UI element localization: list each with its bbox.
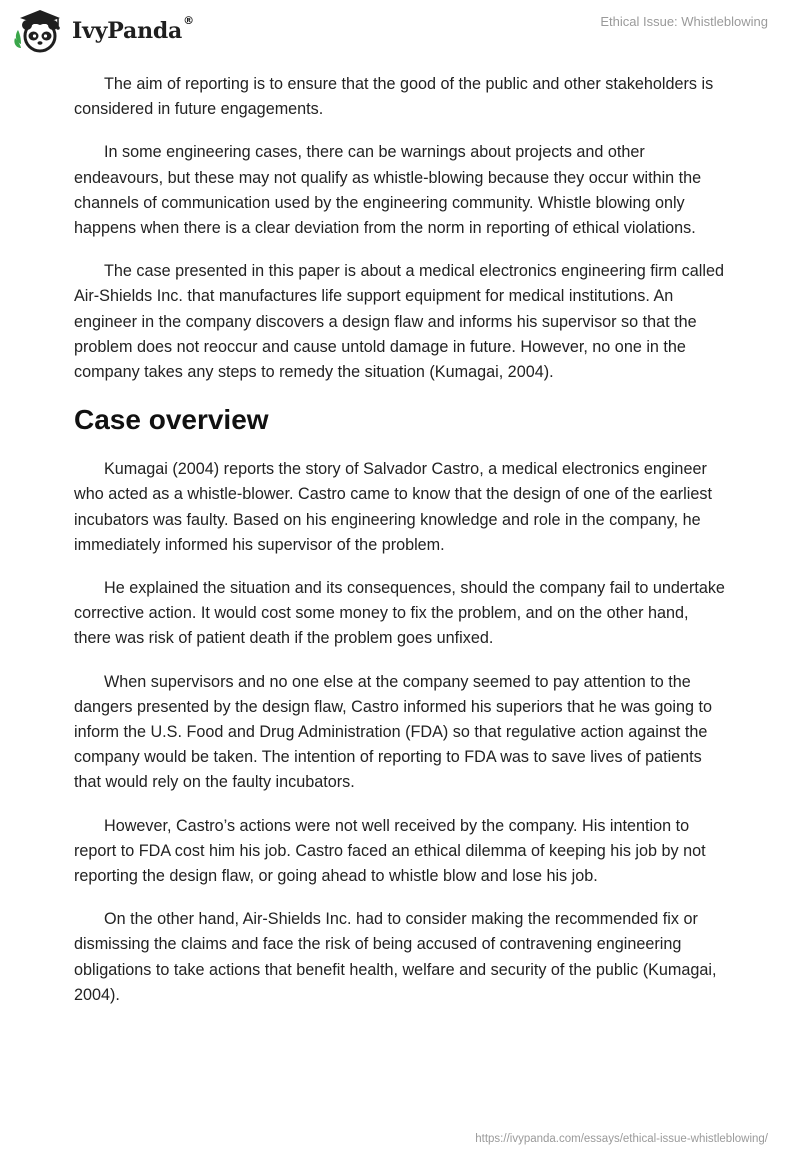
paragraph: When supervisors and no one else at the company seemed to pay attention to the dangers presented by the design flaw, Castro informed his superiors that he was going to inform the U.S. Food and Drug Administration (FDA) so that regulative action against the company would be taken. The intention of reporting to FDA was to save lives of patients that would rely on the faulty incubators. — [74, 672, 712, 792]
essay-body — [74, 72, 726, 1026]
document-title: Ethical Issue: Whistleblowing — [600, 14, 768, 29]
source-url-link[interactable]: https://ivypanda.com/essays/ethical-issue-whistleblowing/ — [475, 1133, 768, 1145]
panda-graduate-icon — [12, 8, 68, 54]
paragraph: On the other hand, Air-Shields Inc. had to consider making the recommended fix or dismissing the claims and face the risk of being accused of contravening engineering obligations to take actions that benefit health, welfare and security of the public (Kumagai, 2004). — [74, 910, 717, 1004]
paragraph: In some engineering cases, there can be warnings about projects and other endeavours, but these may not qualify as whistle-blowing because they occur within the channels of communication used by the engineering community. Whistle blowing only happens when there is a clear deviation from the norm in reporting of ethical violations. — [74, 143, 702, 238]
ivypanda-logo[interactable] — [12, 8, 194, 54]
paragraph: The aim of reporting is to ensure that the good of the public and other stakeholders is considered in future engagements. — [74, 75, 714, 119]
paragraph: However, Castro’s actions were not well received by the company. His intention to report to FDA cost him his job. Castro faced an ethical dilemma of keeping his job by not reporting the design flaw, or going ahead to whistle blow and lose his job. — [74, 816, 706, 886]
paragraph: He explained the situation and its consequences, should the company fail to undertake corrective action. It would cost some money to fix the problem, and on the other hand, there was risk of patient death if the problem goes unfixed. — [74, 579, 725, 648]
paragraph: The case presented in this paper is about a medical electronics engineering firm called Air-Shields Inc. that manufactures life support equipment for medical institutions. An engineer in the company discovers a design flaw and informs his supervisor so that the problem does not reoccur and cause untold damage in future. However, no one in the company takes any steps to remedy the situation (Kumagai, 2004). — [74, 262, 724, 382]
paragraph: Kumagai (2004) reports the story of Salvador Castro, a medical electronics engineer who acted as a whistle-blower. Castro came to know that the design of one of the earliest incubators was faulty. Based on his engineering knowledge and role in the company, he immediately informed his supervisor of the problem. — [74, 460, 712, 554]
logo-wordmark: IvyPanda — [72, 18, 183, 44]
registered-mark: ® — [183, 14, 194, 27]
page-header — [0, 0, 800, 60]
logo-text — [72, 14, 194, 44]
section-heading: Case overview — [74, 404, 269, 436]
